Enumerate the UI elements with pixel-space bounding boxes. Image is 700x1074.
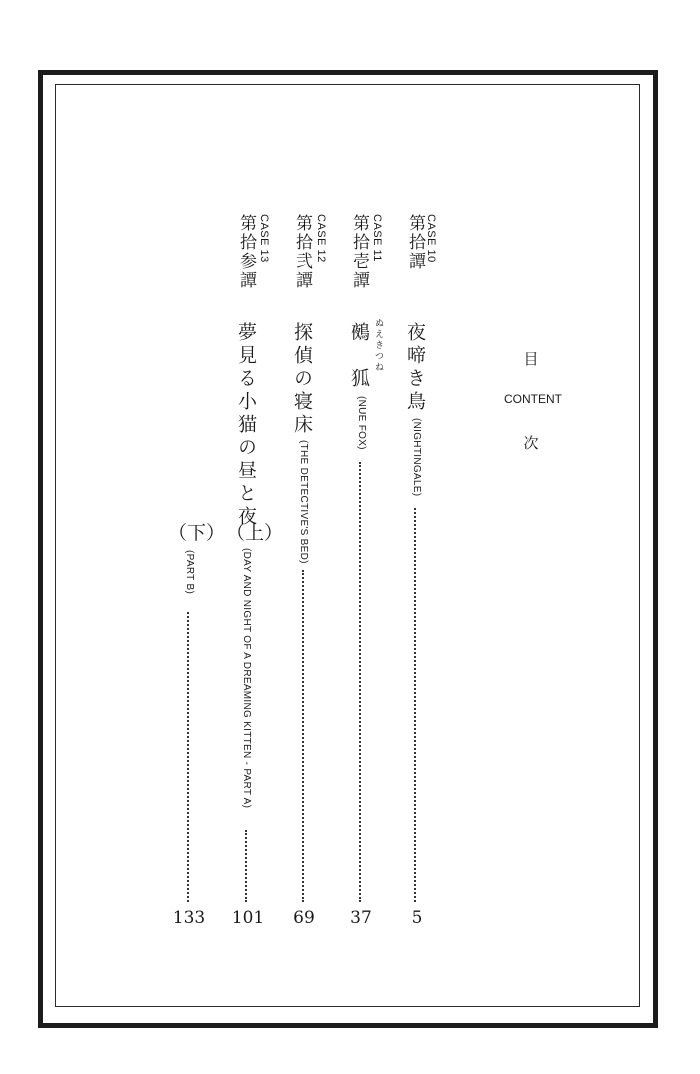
dot-leader (414, 508, 416, 902)
page-number: 69 (293, 908, 315, 928)
inner-frame (55, 84, 640, 1007)
part-a-mark: （上） (226, 522, 284, 544)
case-label: CASE 10 (425, 214, 437, 263)
chapter-subtitle: (NUE FOX) (356, 396, 367, 450)
chapter-number: 第拾譚 (405, 214, 425, 271)
page-number: 133 (172, 908, 206, 928)
chapter-number: 第拾弐譚 (292, 214, 312, 290)
part-b-mark: （下） (168, 522, 226, 544)
heading-content-label: CONTENT (504, 392, 562, 406)
chapter-subtitle: (PART B) (184, 550, 195, 595)
heading-char-bottom: 次 (523, 434, 539, 452)
case-label: CASE 13 (258, 214, 270, 263)
title-ruby: ぬえきつね (373, 318, 383, 373)
chapter-title: 探偵の寝床 (291, 322, 313, 437)
case-label: CASE 11 (371, 214, 383, 262)
dot-leader (245, 830, 247, 902)
chapter-title: 鵺 狐 (348, 322, 370, 391)
heading-char-top: 目 (523, 350, 539, 368)
dot-leader (187, 612, 189, 902)
page-number: 5 (411, 908, 423, 928)
page-number: 101 (231, 908, 265, 928)
page-number: 37 (350, 908, 372, 928)
dot-leader (302, 570, 304, 902)
chapter-subtitle: (NIGHTINGALE) (411, 418, 422, 497)
chapter-number: 第拾参譚 (236, 214, 256, 290)
dot-leader (359, 462, 361, 902)
chapter-subtitle: (DAY AND NIGHT OF A DREAMING KITTEN - PART A) (241, 548, 252, 809)
chapter-title: 夜啼き鳥 (404, 322, 426, 414)
case-label: CASE 12 (315, 214, 327, 263)
chapter-number: 第拾壱譚 (349, 214, 369, 290)
chapter-title: 夢見る小猫の昼と夜 (235, 322, 257, 529)
chapter-subtitle: (THE DETECTIVE'S BED) (298, 440, 309, 564)
